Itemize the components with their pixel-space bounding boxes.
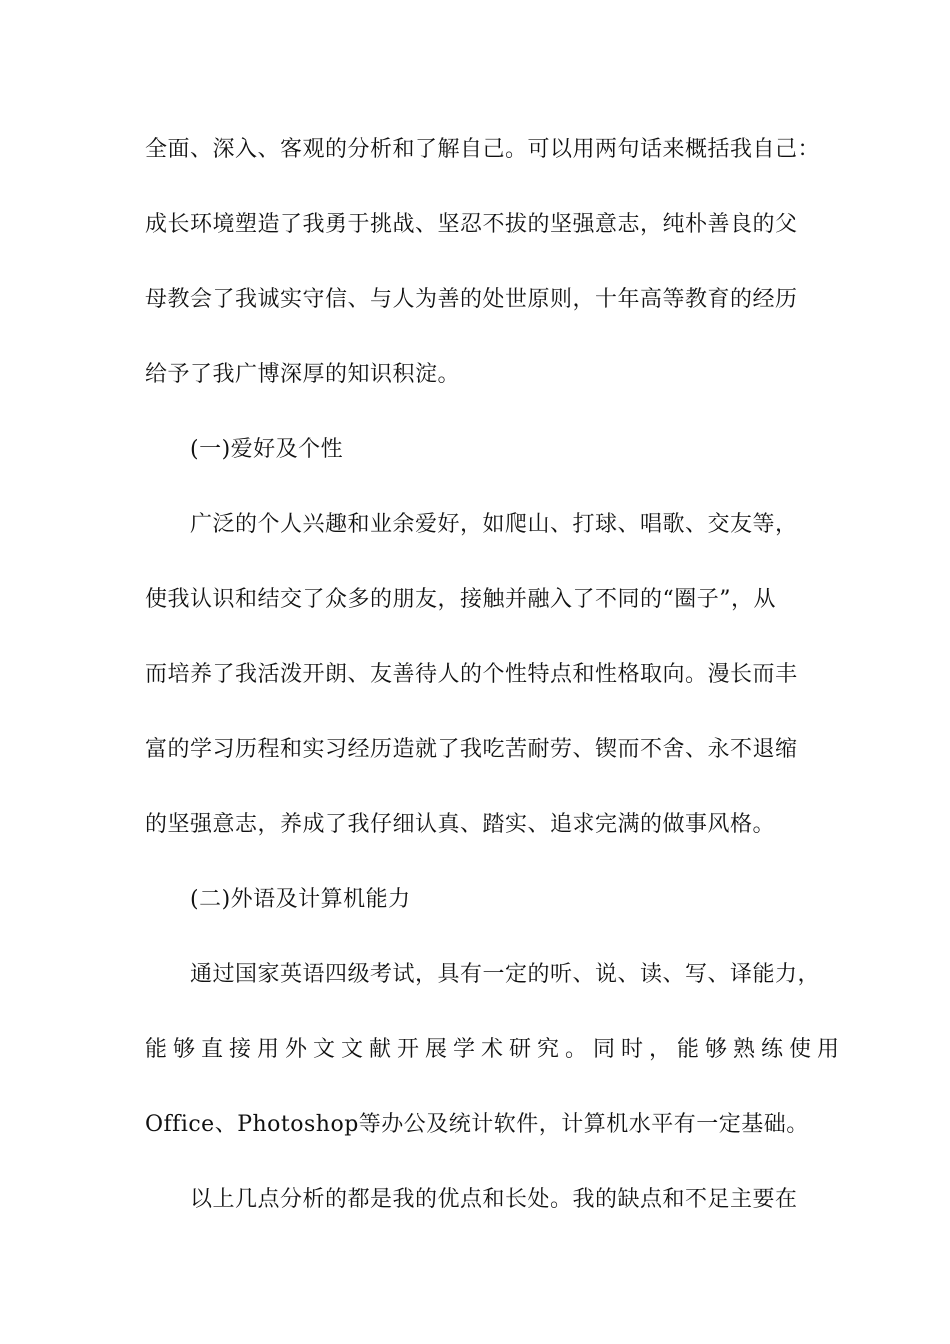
paragraph-line: 的坚强意志，养成了我仔细认真、踏实、追求完满的做事风格。 <box>145 812 776 837</box>
paragraph-line: 富的学习历程和实习经历造就了我吃苦耐劳、锲而不舍、永不退缩 <box>145 737 798 762</box>
paragraph-line: 给予了我广博深厚的知识积淀。 <box>145 362 461 387</box>
paragraph-line: 广泛的个人兴趣和业余爱好，如爬山、打球、唱歌、交友等， <box>190 512 798 537</box>
section-heading: (一)爱好及个性 <box>190 437 344 462</box>
paragraph-line: 母教会了我诚实守信、与人为善的处世原则，十年高等教育的经历 <box>145 287 798 312</box>
section-heading: (二)外语及计算机能力 <box>190 887 411 912</box>
paragraph-line: 能够直接用外文文献开展学术研究。同时，能够熟练使用 <box>145 1037 846 1062</box>
paragraph-line: Office、Photoshop等办公及统计软件，计算机水平有一定基础。 <box>145 1112 809 1137</box>
paragraph-line: 成长环境塑造了我勇于挑战、坚忍不拔的坚强意志，纯朴善良的父 <box>145 212 798 237</box>
paragraph-line: 全面、深入、客观的分析和了解自己。可以用两句话来概括我自己： <box>145 137 821 162</box>
paragraph-line: 以上几点分析的都是我的优点和长处。我的缺点和不足主要在 <box>190 1187 798 1212</box>
paragraph-line: 使我认识和结交了众多的朋友，接触并融入了不同的“圈子”，从 <box>145 587 776 612</box>
paragraph-line: 通过国家英语四级考试，具有一定的听、说、读、写、译能力， <box>190 962 821 987</box>
paragraph-line: 而培养了我活泼开朗、友善待人的个性特点和性格取向。漫长而丰 <box>145 662 798 687</box>
